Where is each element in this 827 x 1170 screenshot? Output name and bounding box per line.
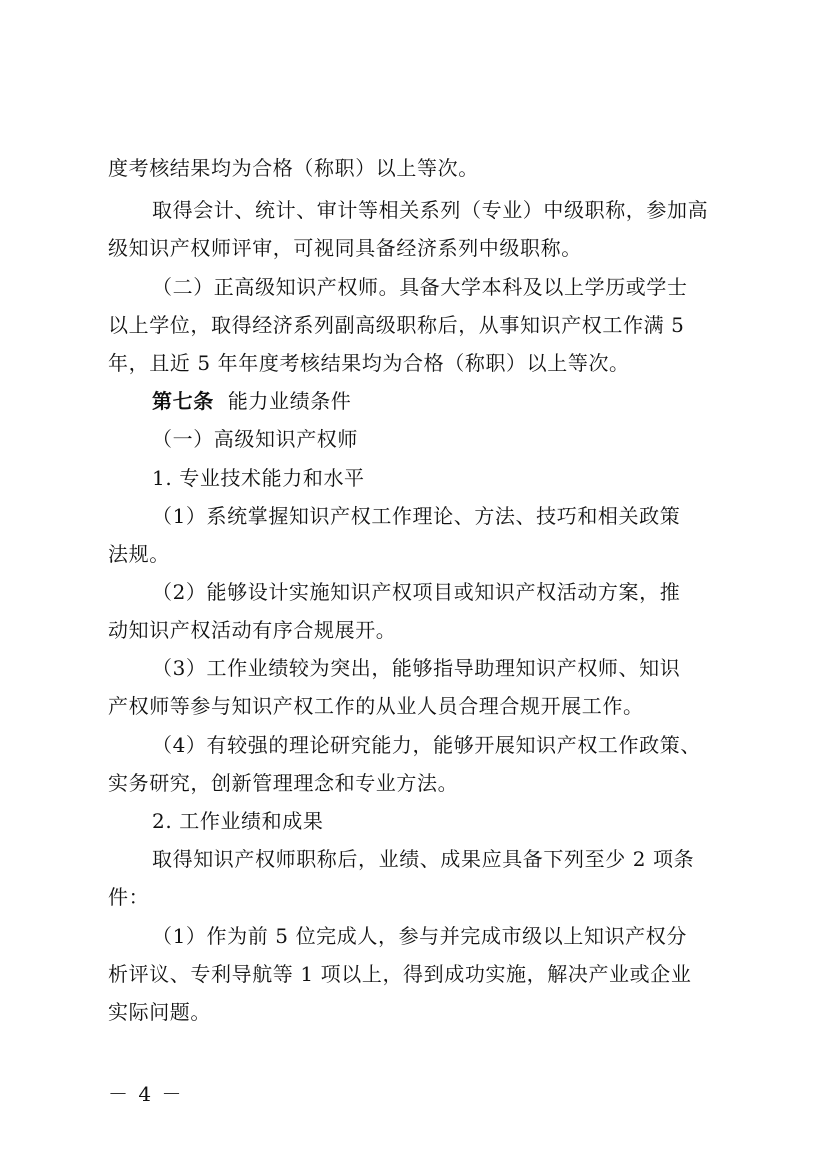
paragraph-line: 度考核结果均为合格（称职）以上等次。 bbox=[108, 156, 479, 180]
article-number: 第七条 bbox=[152, 389, 214, 413]
subsection-heading: 2. 工作业绩和成果 bbox=[152, 809, 324, 833]
paragraph-line: 动知识产权活动有序合规展开。 bbox=[108, 618, 397, 642]
paragraph-line: （1）系统掌握知识产权工作理论、方法、技巧和相关政策 bbox=[152, 504, 681, 528]
paragraph-line: （4）有较强的理论研究能力，能够开展知识产权工作政策、 bbox=[152, 733, 701, 757]
paragraph-line: （2）能够设计实施知识产权项目或知识产权活动方案，推 bbox=[152, 580, 681, 604]
paragraph-line: 实际问题。 bbox=[108, 1000, 211, 1024]
paragraph-line: 产权师等参与知识产权工作的从业人员合理合规开展工作。 bbox=[108, 694, 644, 718]
section-heading: （一）高级知识产权师 bbox=[152, 427, 358, 451]
page-number: － 4 － bbox=[108, 1082, 184, 1106]
paragraph-line: （3）工作业绩较为突出，能够指导助理知识产权师、知识 bbox=[152, 656, 681, 680]
paragraph-line: 级知识产权师评审，可视同具备经济系列中级职称。 bbox=[108, 236, 582, 260]
subsection-heading: 1. 专业技术能力和水平 bbox=[152, 466, 365, 490]
paragraph-line: （1）作为前 5 位完成人，参与并完成市级以上知识产权分 bbox=[152, 924, 687, 948]
paragraph-line: 年，且近 5 年年度考核结果均为合格（称职）以上等次。 bbox=[108, 351, 630, 375]
paragraph-line: 实务研究，创新管理理念和专业方法。 bbox=[108, 771, 459, 795]
paragraph-line: 以上学位，取得经济系列副高级职称后，从事知识产权工作满 5 bbox=[108, 313, 685, 337]
paragraph-line: 取得知识产权师职称后，业绩、成果应具备下列至少 2 项条 bbox=[152, 847, 695, 871]
paragraph-line: （二）正高级知识产权师。具备大学本科及以上学历或学士 bbox=[152, 275, 688, 299]
article-heading bbox=[152, 387, 720, 415]
paragraph-line: 析评议、专利导航等 1 项以上，得到成功实施，解决产业或企业 bbox=[108, 962, 692, 986]
paragraph-line: 取得会计、统计、审计等相关系列（专业）中级职称，参加高 bbox=[152, 198, 709, 222]
paragraph-line: 法规。 bbox=[108, 542, 170, 566]
paragraph-line: 件： bbox=[108, 885, 150, 909]
article-title: 能力业绩条件 bbox=[227, 389, 352, 413]
